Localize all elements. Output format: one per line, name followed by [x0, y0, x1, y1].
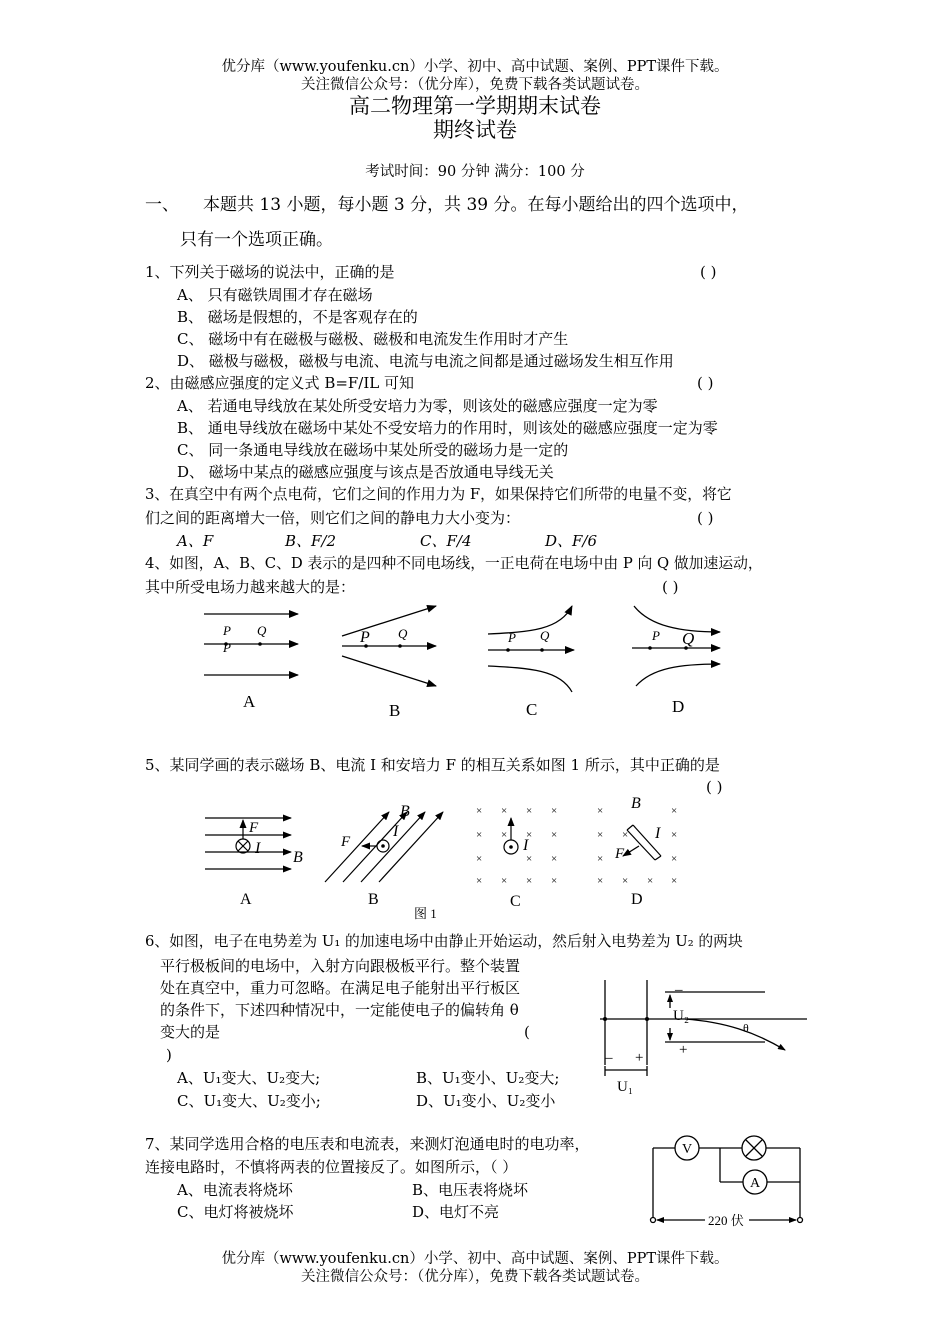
footer-line-2: 关注微信公众号：（优分库），免费下载各类试题试卷。 — [301, 1269, 649, 1285]
q6-stem-2: 平行极板间的电场中，入射方向跟极板平行。整个装置 — [160, 957, 521, 975]
q3-option-a: A、F — [177, 532, 214, 550]
q6-paren-open: ( — [524, 1023, 530, 1041]
header-line-2: 关注微信公众号：（优分库），免费下载各类试题试卷。 — [301, 77, 649, 93]
q7-option-d: D、电灯不亮 — [412, 1203, 500, 1221]
q4-a-label-p2: P — [223, 640, 231, 655]
q4-diagram-a — [204, 614, 298, 675]
q6-option-a: A、U₁变大、U₂变大; — [177, 1069, 321, 1087]
q6-paren-close: ) — [166, 1046, 172, 1064]
q3-answer-blank: ( ) — [697, 509, 714, 527]
q7-voltage-label: 220 伏 — [708, 1213, 744, 1228]
svg-text:×: × — [476, 805, 483, 817]
svg-text:×: × — [501, 829, 508, 841]
q5-c-label-i: I — [523, 837, 529, 854]
q4-stem-2: 其中所受电场力越来越大的是： — [145, 578, 356, 596]
q5-figure-caption: 图 1 — [414, 906, 437, 921]
q5-d-label-f: F — [615, 846, 625, 862]
q4-label-a: A — [243, 692, 256, 711]
section-number: 一、 — [145, 195, 179, 215]
q7-stem-2: 连接电路时，不慎将两表的位置接反了。如图所示，（ ） — [145, 1158, 518, 1176]
q7-option-b: B、电压表将烧坏 — [412, 1181, 529, 1199]
header-line-1: 优分库（www.youfenku.cn）小学、初中、高中试题、案例、PPT课件下载。 — [221, 59, 729, 75]
q7-label-v: V — [682, 1142, 693, 1157]
svg-text:×: × — [671, 829, 678, 841]
q6-electrode-minus: – — [605, 1050, 613, 1066]
svg-text:×: × — [622, 875, 629, 887]
q5-a-label-b: B — [293, 849, 303, 866]
q3-option-c: C、F/4 — [420, 532, 472, 550]
q1-option-a: A、 只有磁铁周围才存在磁场 — [177, 286, 373, 304]
svg-text:×: × — [597, 875, 604, 887]
q3-option-d: D、F/6 — [545, 532, 598, 550]
svg-text:×: × — [526, 853, 533, 865]
svg-text:×: × — [476, 853, 483, 865]
q4-stem-1: 4、如图，A、B、C、D 表示的是四种不同电场线，一正电荷在电场中由 P 向 Q 做加速运动， — [145, 555, 763, 572]
q2-option-a: A、 若通电导线放在某处所受安培力为零，则该处的磁感应强度一定为零 — [177, 397, 658, 415]
q5-b-label-i: I — [393, 823, 399, 840]
section-instructions: 本题共 13 小题，每小题 3 分，共 39 分。在每小题给出的四个选项中， — [203, 195, 749, 215]
exam-info: 考试时间：90 分钟 满分：100 分 — [365, 164, 585, 180]
q6-plate-minus: – — [675, 982, 683, 998]
q7-option-c: C、电灯将被烧坏 — [177, 1203, 294, 1221]
q4-a-point-q — [258, 642, 262, 646]
q6-option-c: C、U₁变大、U₂变小; — [177, 1092, 321, 1110]
svg-text:×: × — [671, 805, 678, 817]
svg-text:×: × — [476, 875, 483, 887]
q2-option-d: D、 磁场中某点的磁感应强度与该点是否放通电导线无关 — [177, 463, 554, 481]
q5-a-label-i: I — [255, 840, 261, 857]
q6-option-b: B、U₁变小、U₂变大; — [416, 1069, 560, 1087]
q6-label-u2: U₂ — [673, 1008, 690, 1024]
q1-stem: 1、下列关于磁场的说法中，正确的是 — [145, 263, 395, 281]
q2-stem: 2、由磁感应强度的定义式 B=F/IL 可知 — [145, 374, 415, 392]
q6-plate-plus: + — [679, 1042, 688, 1058]
section-instructions-2: 只有一个选项正确。 — [180, 230, 333, 250]
q7-stem-1: 7、某同学选用合格的电压表和电流表，来测灯泡通电时的电功率， — [145, 1135, 590, 1153]
svg-text:×: × — [671, 853, 678, 865]
q5-diagram-d — [597, 805, 677, 887]
q4-b-label-q: Q — [398, 626, 408, 641]
q4-b-label-p: P — [360, 629, 370, 646]
footer-line-1: 优分库（www.youfenku.cn）小学、初中、高中试题、案例、PPT课件下载。 — [221, 1251, 729, 1267]
q4-diagram-b — [342, 606, 436, 686]
q5-a-label-f: F — [249, 820, 259, 836]
q3-stem-1: 3、在真空中有两个点电荷，它们之间的作用力为 F，如果保持它们所带的电量不变，将它 — [145, 486, 732, 503]
svg-text:×: × — [501, 875, 508, 887]
q1-option-d: D、 磁极与磁极，磁极与电流、电流与电流之间都是通过磁场发生相互作用 — [177, 352, 674, 370]
q5-label-a: A — [240, 891, 252, 908]
q5-stem: 5、某同学画的表示磁场 B、电流 I 和安培力 F 的相互关系如图 1 所示，其中正确的是 — [145, 756, 720, 774]
q6-option-d: D、U₁变小、U₂变小 — [416, 1092, 556, 1110]
exam-title: 高二物理第一学期期末试卷 — [349, 94, 601, 118]
q5-d-label-i: I — [655, 825, 661, 842]
q4-d-point-p — [648, 646, 652, 650]
svg-text:×: × — [647, 875, 654, 887]
svg-text:×: × — [551, 875, 558, 887]
q4-c-label-p: P — [508, 630, 516, 645]
q4-answer-blank: ( ) — [662, 578, 679, 596]
q4-label-b: B — [389, 701, 401, 720]
q1-option-c: C、 磁场中有在磁极与磁极、磁极和电流发生作用时才产生 — [177, 330, 569, 348]
q5-b-label-b: B — [400, 803, 410, 820]
q5-label-b: B — [368, 891, 379, 908]
q4-c-point-q — [540, 648, 544, 652]
q3-option-b: B、F/2 — [285, 532, 337, 550]
q4-label-d: D — [672, 697, 685, 716]
q4-c-point-p — [506, 648, 510, 652]
svg-text:×: × — [501, 805, 508, 817]
q4-a-label-q: Q — [257, 623, 267, 638]
svg-text:×: × — [551, 829, 558, 841]
q6-label-theta: θ — [743, 1021, 749, 1035]
svg-text:×: × — [476, 829, 483, 841]
q4-diagram-c — [488, 606, 574, 692]
q6-electrode-plus: + — [635, 1050, 644, 1066]
q5-c-current-dot — [509, 845, 513, 849]
q4-label-c: C — [526, 700, 538, 719]
q6-deflection-diagram — [595, 970, 815, 1100]
q1-answer-blank: ( ) — [700, 263, 717, 281]
q6-stem-4: 的条件下，下述四种情况中，一定能使电子的偏转角 θ — [160, 1001, 519, 1019]
q3-stem-2: 们之间的距离增大一倍，则它们之间的静电力大小变为： — [145, 509, 521, 527]
q6-stem-1: 6、如图，电子在电势差为 U₁ 的加速电场中由静止开始运动，然后射入电势差为 U₂ 的两块 — [145, 933, 743, 950]
q4-d-label-q: Q — [682, 629, 695, 648]
q5-diagram-c — [476, 805, 557, 887]
svg-text:×: × — [622, 829, 629, 841]
q5-b-current-dot — [381, 844, 385, 848]
q5-label-d: D — [631, 891, 643, 908]
q5-label-c: C — [510, 893, 521, 910]
svg-text:×: × — [526, 805, 533, 817]
q4-diagram-d — [632, 606, 720, 686]
q5-diagram-a — [205, 818, 291, 869]
q4-a-label-p: P — [223, 623, 231, 638]
q2-answer-blank: ( ) — [697, 374, 714, 392]
q7-label-a: A — [750, 1176, 761, 1191]
q4-c-label-q: Q — [540, 628, 550, 643]
q6-stem-3: 处在真空中，重力可忽略。在满足电子能射出平行板区 — [160, 979, 521, 997]
svg-text:×: × — [551, 853, 558, 865]
q5-answer-blank: ( ) — [706, 778, 723, 796]
exam-subtitle: 期终试卷 — [433, 118, 517, 142]
q2-option-c: C、 同一条通电导线放在磁场中某处所受的磁场力是一定的 — [177, 441, 569, 459]
q5-d-label-b: B — [631, 795, 641, 812]
q4-d-label-p: P — [652, 628, 660, 643]
q7-circuit-diagram — [645, 1128, 815, 1233]
q7-option-a: A、电流表将烧坏 — [177, 1181, 293, 1199]
svg-text:×: × — [597, 853, 604, 865]
q5-figure-1 — [195, 790, 695, 925]
svg-text:×: × — [671, 875, 678, 887]
q2-option-b: B、 通电导线放在磁场中某处不受安培力的作用时，则该处的磁感应强度一定为零 — [177, 419, 718, 437]
q6-cathode-dot — [603, 1017, 607, 1021]
q4-field-line-diagrams — [190, 598, 750, 728]
q6-anode-dot — [645, 1017, 649, 1021]
svg-text:×: × — [526, 829, 533, 841]
svg-text:×: × — [597, 829, 604, 841]
q1-option-b: B、 磁场是假想的，不是客观存在的 — [177, 308, 418, 326]
svg-text:×: × — [551, 805, 558, 817]
svg-text:×: × — [526, 875, 533, 887]
svg-text:×: × — [597, 805, 604, 817]
q4-b-point-q — [398, 644, 402, 648]
q5-b-label-f: F — [341, 834, 351, 850]
q6-label-u1: U₁ — [617, 1079, 634, 1095]
q6-stem-5: 变大的是 — [160, 1023, 221, 1041]
